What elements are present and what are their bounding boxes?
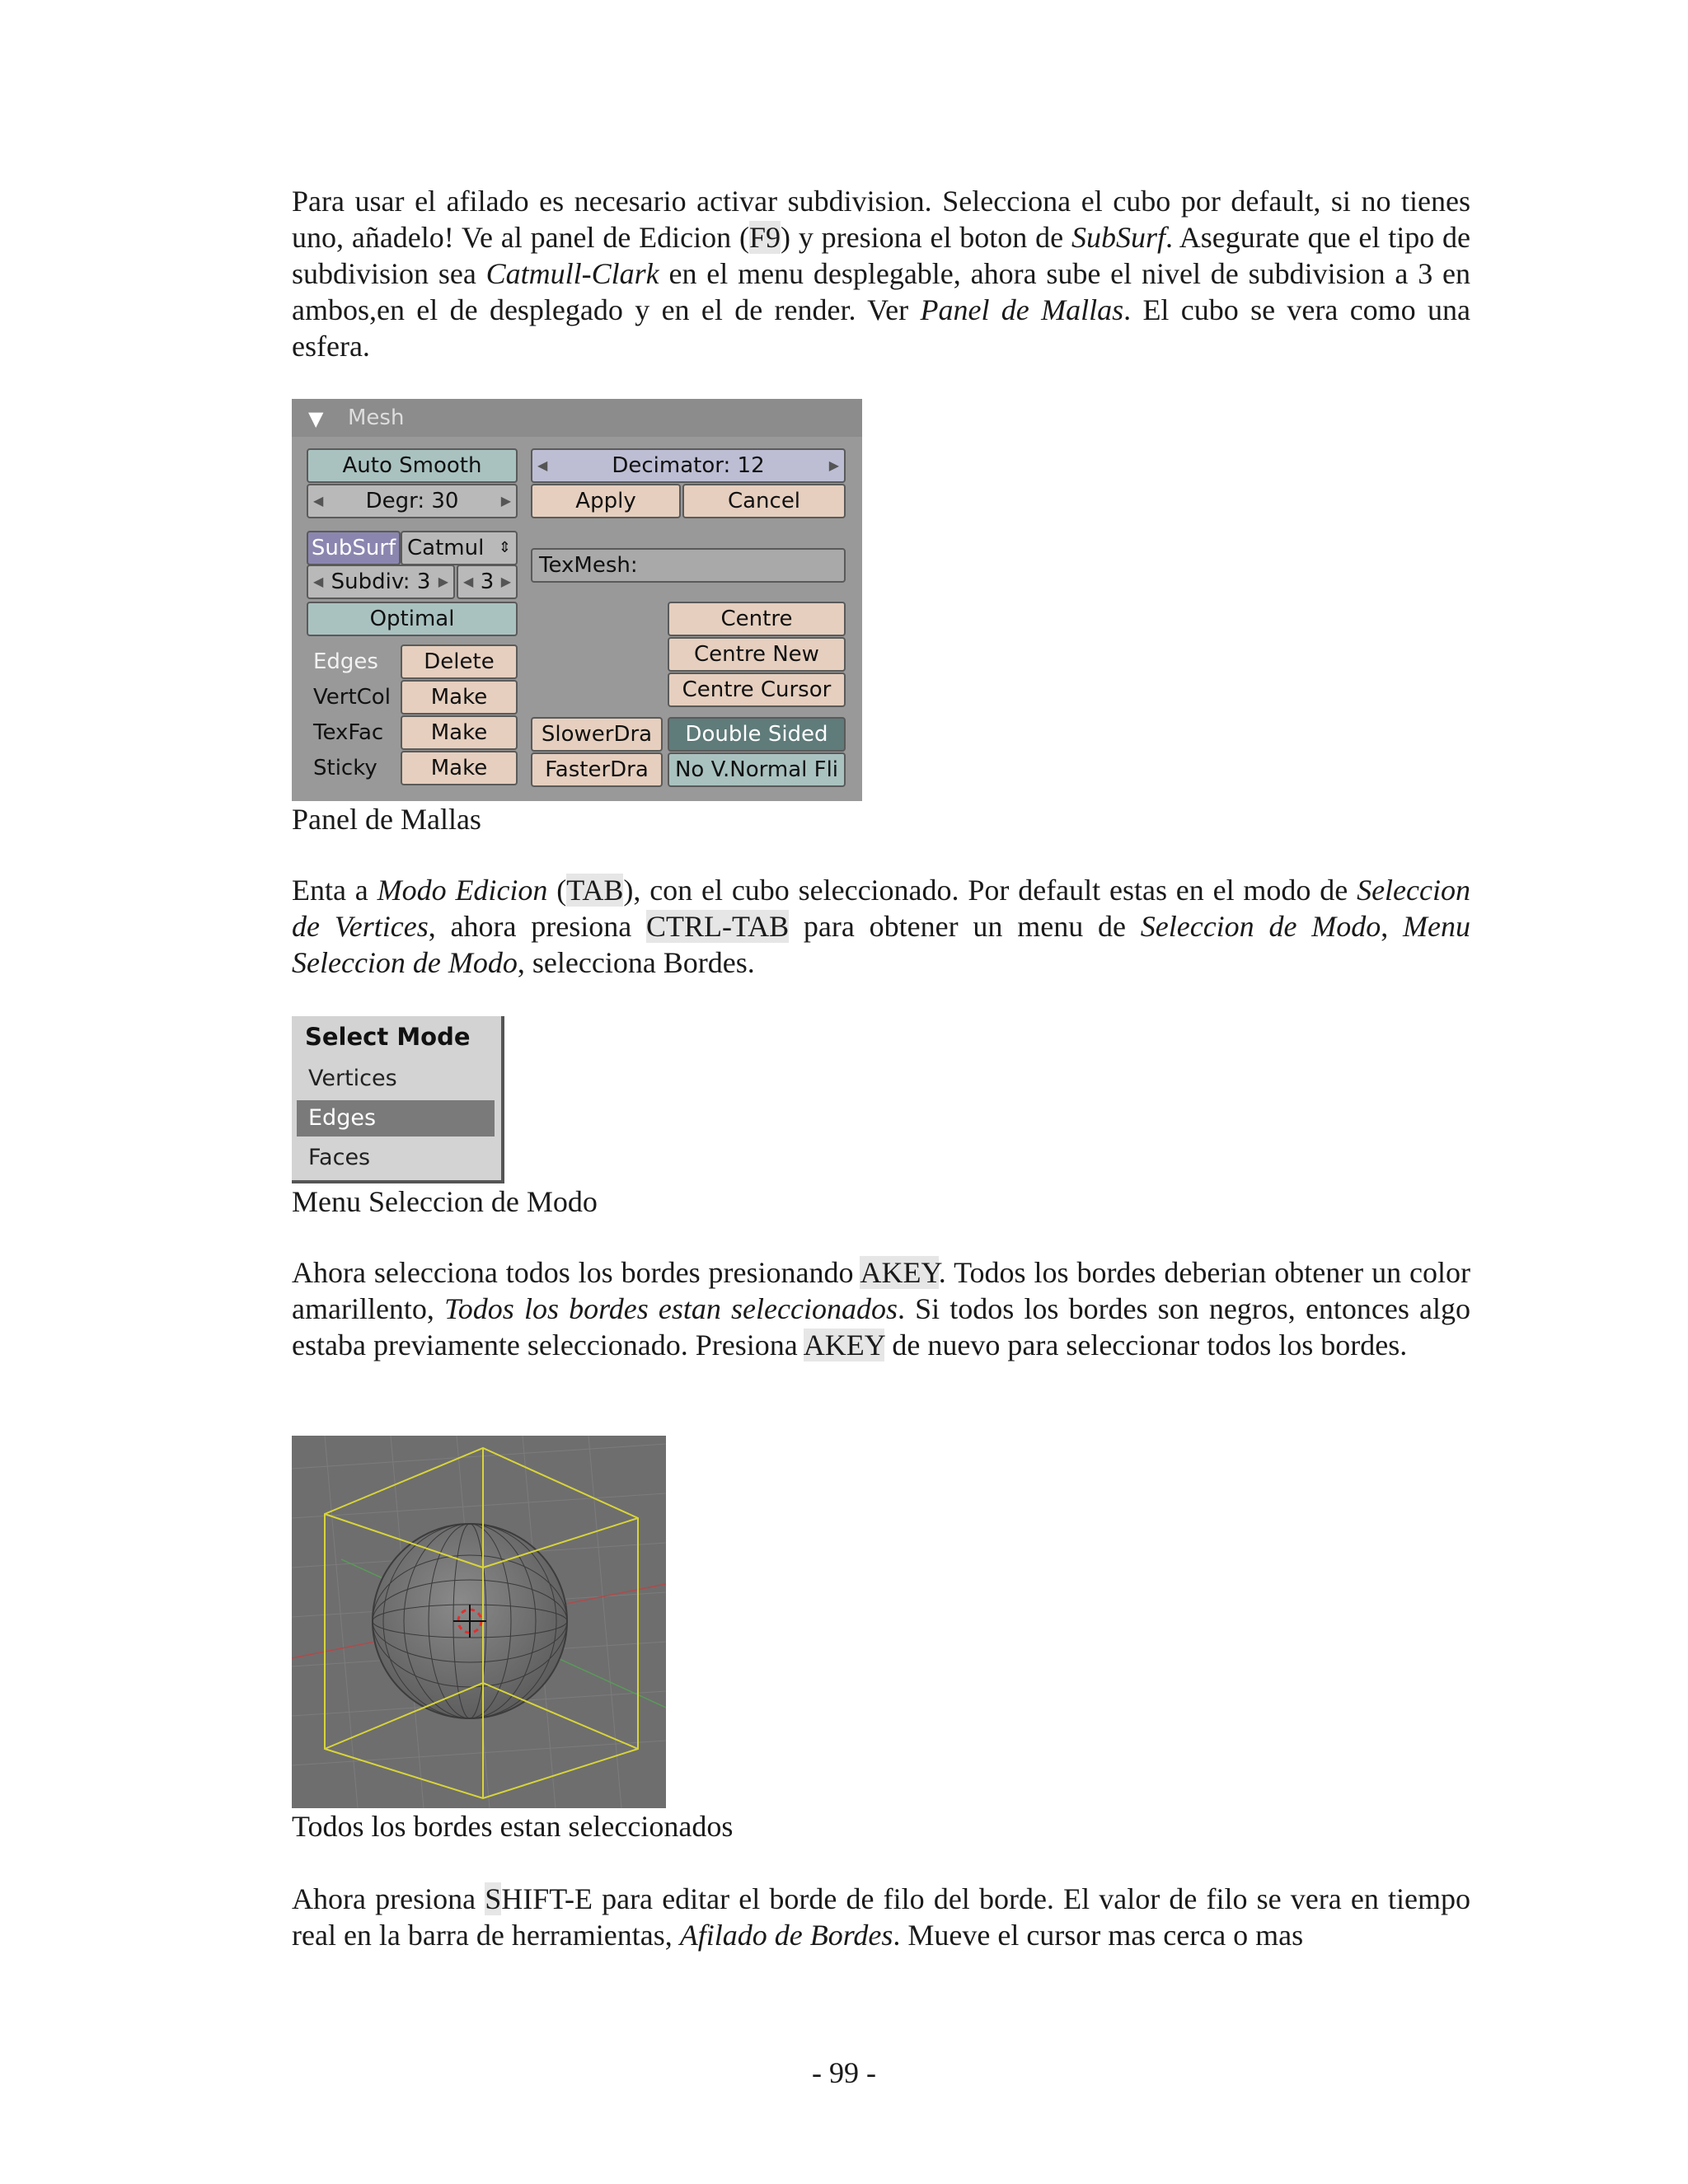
caption-mesh-panel: Panel de Mallas [292,803,481,836]
centre-cursor-button: Centre Cursor [668,673,846,707]
sticky-label: Sticky [313,756,377,780]
decimator-field: ◀ Decimator: 12 ▶ [531,448,846,483]
sticky-make-button: Make [401,751,518,785]
vertcol-make-button: Make [401,680,518,715]
key-akey-again: AKEY [803,1329,885,1361]
edges-label: Edges [313,649,378,674]
paragraph-select-all: Ahora selecciona todos los bordes presionando AKEY. Todos los bordes deberian obtener un color amarillento, Todos los bordes estan seleccionados. Si todos los bordes son negros, entonces algo estaba previamente seleccionado. Presiona AKEY de nuevo para seleccionar todos los bordes. [292,1256,1471,1361]
key-ctrl-tab: CTRL-TAB [646,910,790,943]
arrow-right-icon: ▶ [500,574,511,589]
cancel-button: Cancel [682,484,846,518]
menu-item-vertices: Vertices [308,1066,397,1091]
subsurf-toggle: SubSurf [307,531,401,565]
slower-draw-button: SlowerDra [531,717,663,752]
paragraph-edit-mode: Enta a Modo Edicion (TAB), con el cubo seleccionado. Por default estas en el modo de Seleccion de Vertices, ahora presiona CTRL-TAB para obtener un menu de Seleccion de Modo, Menu Seleccion de Modo, selecciona Bordes. [292,874,1471,979]
faster-draw-button: FasterDra [531,752,663,787]
arrow-right-icon: ▶ [828,457,839,473]
subdivision-type-select: Catmul ⇕ [401,531,518,565]
no-vnormal-flip-toggle: No V.Normal Fli [668,752,846,787]
arrow-left-icon: ◀ [537,457,548,473]
caption-select-menu: Menu Seleccion de Modo [292,1185,598,1218]
arrow-left-icon: ◀ [313,574,324,589]
double-sided-toggle: Double Sided [668,717,846,752]
vertcol-label: VertCol [313,685,391,710]
menu-item-edges: Edges [297,1100,495,1137]
arrow-left-icon: ◀ [463,574,474,589]
subdiv-level-field: ◀ Subdiv: 3 ▶ [307,565,455,599]
arrow-right-icon: ▶ [500,493,511,509]
key-f9: F9 [748,221,781,254]
key-shift-e: S [485,1882,502,1915]
mesh-panel-title: Mesh [348,405,405,430]
updown-arrows-icon: ⇕ [498,539,511,556]
arrow-left-icon: ◀ [313,493,324,509]
paragraph-subsurf: Para usar el afilado es necesario activar subdivision. Selecciona el cubo por default, si no tienes uno, añadelo! Ve al panel de Edicion (F9) y presiona el boton de SubSurf. Asegurate que el tipo de subdivision sea Catmull-Clark en el menu desplegable, ahora sube el nivel de subdivision a 3 en ambos,en el de desplegado y en el de render. Ver Panel de Mallas. El cubo se vera como una esfera. [292,185,1471,363]
render-level-field: ◀ 3 ▶ [457,565,518,599]
texmesh-field: TexMesh: [531,548,846,583]
collapse-triangle-icon: ▼ [308,407,324,430]
select-mode-title: Select Mode [305,1023,471,1051]
viewport-image [292,1436,666,1808]
selected-edges-illustration [292,1436,666,1808]
key-akey: AKEY [860,1256,939,1289]
mesh-panel-header [292,399,862,437]
degr-field: ◀ Degr: 30 ▶ [307,484,518,518]
edges-delete-button: Delete [401,644,518,679]
menu-item-faces: Faces [308,1145,371,1170]
auto-smooth-button: Auto Smooth [307,448,518,483]
optimal-button: Optimal [307,602,518,636]
centre-new-button: Centre New [668,637,846,672]
paragraph-shift-e: Ahora presiona SHIFT-E para editar el borde de filo del borde. El valor de filo se vera en tiempo real en la barra de herramientas, Afilado de Bordes. Mueve el cursor mas cerca o mas [292,1882,1470,1952]
key-tab: TAB [566,874,624,907]
mesh-panel-image [292,399,862,801]
caption-viewport: Todos los bordes estan seleccionados [292,1810,734,1843]
centre-button: Centre [668,602,846,636]
select-mode-menu-image [292,1016,504,1183]
apply-button: Apply [531,484,681,518]
arrow-right-icon: ▶ [438,574,448,589]
page-number: - 99 - [812,2056,876,2089]
texfac-label: TexFac [313,720,384,745]
texfac-make-button: Make [401,715,518,750]
